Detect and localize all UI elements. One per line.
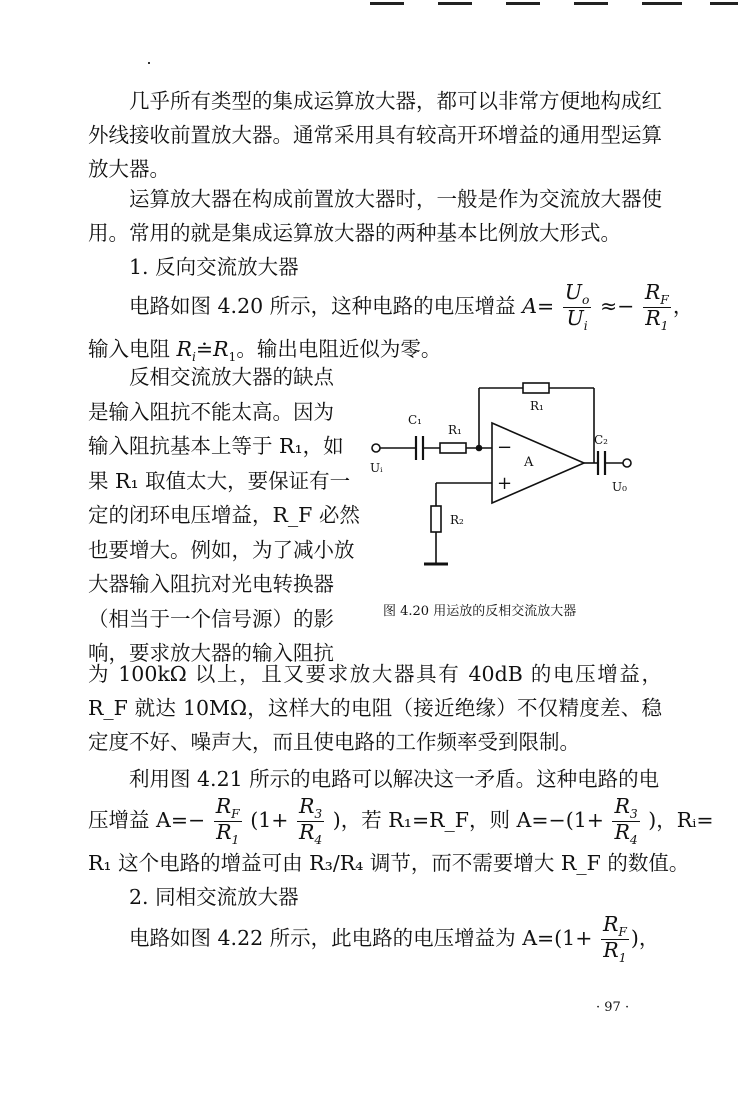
text-line: 大器输入阻抗对光电转换器: [88, 572, 334, 596]
paragraph-5-line-2: 压增益 A=− $\frac{R_F}{R_1}$ (1+ $\frac{R_3}{R_4}$ )，若 R₁=R_F，则 A=−(1+ $\frac{R_3}{R_4}$ )，Rᵢ=: [88, 794, 714, 848]
resistor-rf: [523, 383, 549, 393]
text-line: 是输入阻抗不能太高。因为: [88, 399, 334, 424]
text-line: 果 R₁ 取值太大，要保证有一: [88, 468, 351, 493]
paragraph-6: 电路如图 4.22 所示，此电路的电压增益为 A=(1+ $\frac{R_F}{R_1}$ )，: [129, 912, 660, 966]
input-resistance-line: 输入电阻 $R_i≐R_1$。输出电阻近似为零。: [88, 337, 442, 365]
label-c1: C₁: [408, 413, 422, 427]
label-uo: U₀: [612, 480, 627, 494]
scan-speck: [148, 62, 150, 64]
heading-inverting-amplifier: 1. 反向交流放大器: [129, 255, 299, 279]
output-terminal: [623, 459, 631, 467]
page-number: · 97 ·: [596, 1000, 630, 1015]
fraction-uo-ui: $\frac{U_o}{U_i}$: [564, 280, 590, 334]
text-line: 反相交流放大器的缺点: [88, 365, 334, 389]
text-line: （相当于一个信号源）的影: [88, 606, 334, 631]
resistor-r1: [440, 443, 466, 453]
text-line: 输入阻抗基本上等于 R₁，如: [88, 434, 344, 458]
heading-noninverting-amplifier: 2. 同相交流放大器: [129, 885, 299, 909]
label-rf: R₁: [530, 399, 544, 413]
label-ui: Uᵢ: [370, 461, 383, 475]
inverting-amplifier-circuit-diagram: [366, 378, 656, 578]
text-line: 也要增大。例如，为了减小放: [88, 537, 355, 562]
resistor-r2: [431, 506, 441, 532]
label-c2: C₂: [594, 433, 608, 447]
input-terminal: [372, 444, 380, 452]
text-line: 响，要求放大器的输入阻抗: [88, 641, 334, 665]
gain-formula-line: 电路如图 4.20 所示，这种电路的电压增益 A= $\frac{U_o}{U_i}$ ≈− $\frac{R_F}{R_1}$ ，: [129, 280, 694, 334]
top-edge-marks: [360, 0, 738, 10]
text-line: 定的闭环电压增益，R_F 必然: [88, 503, 360, 527]
paragraph-1: 几乎所有类型的集成运算放大器，都可以非常方便地构成红外线接收前置放大器。通常采用具有较高开环增益的通用型运算放大器。: [88, 89, 662, 181]
label-r2: R₂: [450, 513, 464, 527]
paragraph-5-line-1: 利用图 4.21 所示的电路可以解决这一矛盾。这种电路的电: [88, 767, 660, 791]
figure-caption: 图 4.20 用运放的反相交流放大器: [383, 604, 577, 619]
label-minus: −: [497, 437, 513, 458]
paragraph-5-line-3: R₁ 这个电路的增益可由 R₃/R₄ 调节，而不需要增大 R_F 的数值。: [88, 851, 690, 875]
label-a: A: [524, 455, 534, 470]
wrapped-text-column: [88, 360, 376, 671]
label-plus: +: [497, 473, 513, 494]
fraction-rf-r1: $\frac{R_F}{R_1}$: [644, 280, 669, 334]
label-r1: R₁: [448, 423, 462, 437]
paragraph-2: 运算放大器在构成前置放大器时，一般是作为交流放大器使用。常用的就是集成运算放大器的两种基本比例放大形式。: [88, 187, 662, 245]
paragraph-4: 为 100kΩ 以上，且又要求放大器具有 40dB 的电压增益，R_F 就达 10MΩ，这样大的电阻（接近绝缘）不仅精度差、稳定度不好、噪声大，而且使电路的工作频率受到限制。: [88, 662, 662, 754]
